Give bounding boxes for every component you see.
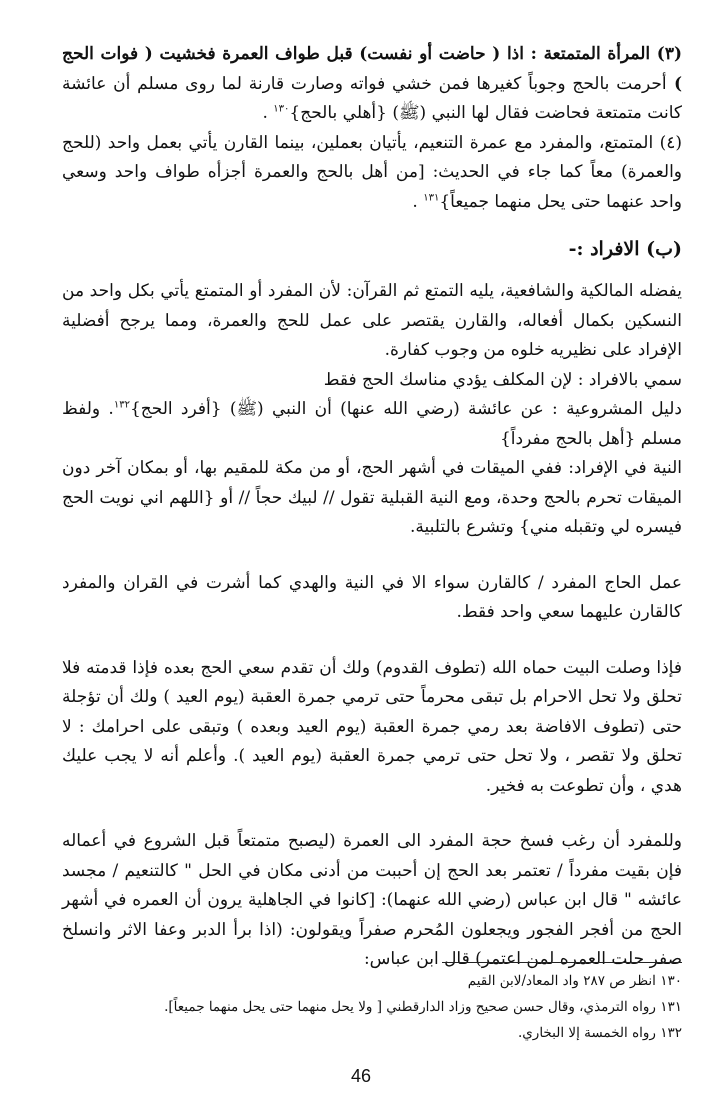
page-body [62, 40, 682, 975]
footnote-130: ١٣٠ انظر ص ٢٨٧ واد المعاد/لابن القيم [467, 973, 682, 989]
paragraph-preference: يفضله المالكية والشافعية، يليه التمتع ثم القرآن: لأن المفرد أو المتمتع يأتي بكل واحد من النسكين بكمال أفعاله، والقارن يقتصر على عمل للحج والعمرة، ومما يرجح أفضلية الإفراد على نظيريه خلوه من وجوب كفارة. [62, 281, 682, 360]
footnote-132: ١٣٢ رواه الخمسة إلا البخاري. [517, 1025, 682, 1041]
item-3 [62, 40, 682, 129]
evidence-text: دليل المشروعية : عن عائشة (رضي الله عنها) أن النبي (ﷺ) {أفرد الحج} [129, 399, 682, 419]
footnote-ref-130: ١٣٠ [273, 103, 290, 115]
footnotes [60, 968, 682, 1046]
footnote-131: ١٣١ رواه الترمذي، وقال حسن صحيح وزاد الدارقطني [ ولا يحل منهما حتى يحل منهما جميعاً]. [164, 999, 682, 1015]
paragraph-faskh: وللمفرد أن رغب فسخ حجة المفرد الى العمرة (ليصبح متمتعاً قبل الشروع في أعماله فإن بقيت مفرداً / تعتمر بعد الحج إن أحببت من أدنى مكان في الحل " كالتنعيم / مجسد عائشه " قال ابن عباس (رضي الله عنهما): [كانوا في الجاهلية يرون أن العمره في أشهر الحج من أفجر الفجور ويجعلون المُحرم صفراً ويقولون: (اذا برأ الدبر وعفا الاثر وانسلخ صفر حلت العمره لمن اعتمر) قال ابن عباس: [62, 831, 682, 969]
footnote-ref-132: ١٣٢ [113, 399, 130, 411]
spacer [62, 628, 682, 654]
spacer [62, 801, 682, 827]
item-3-end: . [262, 103, 274, 123]
page-number: 46 [350, 1066, 372, 1086]
evidence-end: . ولفظ مسلم {أهل بالحج مفرداً} [62, 399, 682, 449]
item-4-end: . [412, 191, 424, 212]
section-heading-ifrad: (ب) الافراد :- [568, 238, 682, 260]
item-4 [62, 129, 682, 218]
item-3-text: أحرمت بالحج وجوباً كغيرها فمن خشي فواته وصارت قارنة لما روى مسلم أن عائشة كانت متمتعة فحاضت فقال لها النبي (ﷺ) {أهلي بالحج} [62, 73, 682, 123]
item-4-text: (٤) المتمتع، والمفرد مع عمرة التنعيم، يأتيان بعملين، بينما القارن يأتي بعمل واحد (للحج والعمرة) معاً كما جاء في الحديث: [من أهل بالحج والعمرة أجزأه طواف واحد وسعي واحد عنهما حتى يحل منهما جميعاً} [62, 132, 682, 212]
footnote-ref-131: ١٣١ [423, 191, 440, 203]
spacer [62, 543, 682, 569]
paragraph-intention: النية في الإفراد: ففي الميقات في أشهر الحج، أو من مكة للمقيم بها، أو بمكان آخر دون الميقات تحرم بالحج وحدة، ومع النية القبلية تقول // لبيك حجاً // أو {اللهم اني نويت الحج فيسره لي وتقبله مني} وتشرع بالتلبية. [62, 458, 682, 537]
paragraph-evidence [62, 395, 682, 454]
footnote-divider [442, 962, 682, 963]
paragraph-mufrid-work: عمل الحاج المفرد / كالقارن سواء الا في النية والهدي كما أشرت في القران والمفرد كالقارن عليهما سعي واحد فقط. [62, 572, 682, 622]
paragraph-arrival: فإذا وصلت البيت حماه الله (تطوف القدوم) ولك أن تقدم سعي الحج بعده فإذا قدمته فلا تحلق ولا تحل الاحرام بل تبقى محرماً حتى ترمي جمرة العقبة (يوم العيد ) ولك أن تؤجلة حتى (تطوف الافاضة بعد رمي جمرة العقبة (يوم العيد وبعده ) وتبقى على احرامك : لا تحلق ولا تقصر ، ولا تحل حتى ترمي جمرة العقبة (يوم العيد ). وأعلم أنه لا يجب عليك هدي ، وأن تطوعت به فخير. [62, 657, 682, 796]
paragraph-naming: سمي بالافراد : لإن المكلف يؤدي مناسك الحج فقط [323, 369, 682, 390]
item-3-lead: (٣) المرأة المتمتعة : اذا ( حاضت أو نفست) قبل طواف العمرة فخشيت ( فوات الحج ) [62, 44, 682, 94]
